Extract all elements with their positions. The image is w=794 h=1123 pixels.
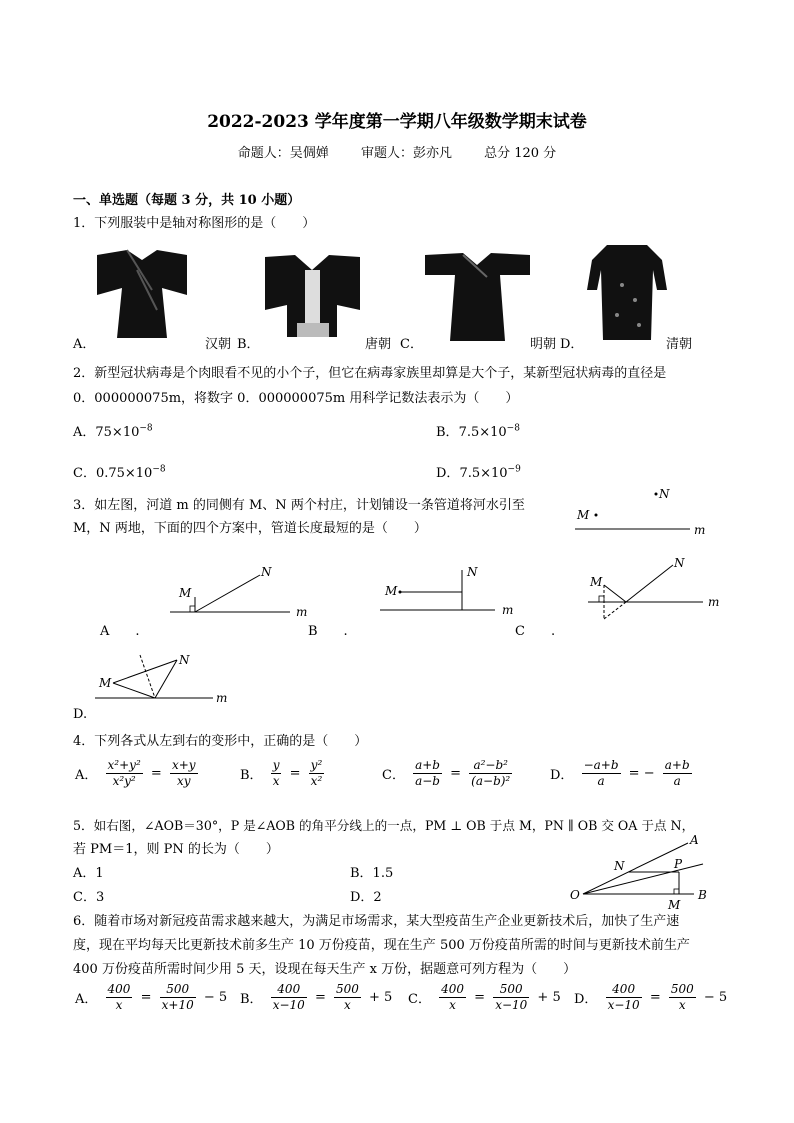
q2-option-a: A．$75\times 10^{-8}$	[73, 423, 153, 440]
q1-option-d-caption: 清朝	[666, 337, 693, 352]
q5-line2: 若 PM＝1，则 PN 的长为（ ）	[73, 842, 279, 857]
q3-reference-figure	[570, 484, 710, 544]
q2-line2: 0．000000075m，将数字 0．000000075m 用科学记数法表示为（ ）	[73, 391, 519, 406]
q1-option-b-letter: B．	[237, 337, 260, 352]
svg-text:N: N	[614, 859, 625, 873]
svg-text:M: M	[385, 584, 398, 598]
q4-option-a: A． $\frac{\text{x²+y²}}{\text{x²y²}}$ = $\frac{x+y}{xy}$	[75, 758, 196, 788]
svg-text:m: m	[694, 523, 706, 537]
q4-option-b: B． $\frac{y}{x}$ = $\frac{\text{y²}}{\text{x²}}$	[240, 758, 323, 788]
q3-line1: 3．如左图，河道 m 的同侧有 M、N 两个村庄，计划铺设一条管道将河水引至	[73, 498, 525, 513]
q6-line3: 400 万份疫苗所需时间少用 5 天，设现在每天生产 x 万份，据题意可列方程为（ ）	[73, 962, 577, 977]
svg-text:M: M	[668, 898, 681, 912]
q6-option-d: D． $\frac{400}{x-10}$ = $\frac{500}{x}$ − 5	[574, 982, 728, 1012]
svg-text:M: M	[99, 676, 112, 690]
svg-text:N: N	[659, 487, 670, 501]
svg-text:O: O	[570, 888, 580, 902]
section-title: 一、单选题（每题 3 分，共 10 小题）	[73, 193, 301, 208]
svg-text:N: N	[179, 653, 190, 667]
q2-option-c: C．$0.75\times 10^{-8}$	[73, 464, 166, 481]
svg-text:m: m	[502, 603, 514, 617]
q3-option-b-figure	[380, 560, 520, 620]
q5-figure	[568, 832, 718, 912]
page-title: 2022-2023 学年度第一学期八年级数学期末试卷	[207, 112, 587, 132]
q1-option-c-caption: 明朝	[530, 337, 557, 352]
q4-stem: 4．下列各式从左到右的变形中，正确的是（ ）	[73, 734, 368, 749]
q1-option-a-letter: A．	[73, 337, 96, 352]
q5-option-c: C．3	[73, 890, 105, 905]
svg-text:m: m	[708, 595, 720, 609]
robe-ming-image	[425, 253, 530, 341]
svg-text:M: M	[590, 575, 603, 589]
robe-tang-image	[265, 255, 360, 340]
q1-option-c-letter: C．	[400, 337, 423, 352]
q5-option-b: B．1.5	[350, 866, 394, 881]
q2-option-b: B．$7.5\times 10^{-8}$	[436, 423, 520, 440]
robe-han-image	[97, 250, 187, 345]
q3-option-a-figure	[170, 560, 310, 620]
svg-text:M: M	[577, 508, 590, 522]
q6-option-a: A． $\frac{400}{x}$ = $\frac{500}{x+10}$ − 5	[75, 982, 228, 1012]
q3-option-c-figure	[588, 555, 728, 625]
q3-option-d-figure	[95, 650, 235, 710]
svg-text:m: m	[296, 605, 308, 619]
exam-meta	[0, 142, 794, 161]
q1-option-b-caption: 唐朝	[365, 337, 392, 352]
q3-option-b: B .	[308, 624, 348, 639]
q1-option-d-letter: D．	[560, 337, 584, 352]
total-score: 总分 120 分	[484, 146, 557, 161]
q5-option-a: A．1	[73, 866, 104, 881]
svg-text:P: P	[674, 857, 683, 871]
reviewer: 审题人：彭亦凡	[360, 146, 452, 161]
q6-option-c: C． $\frac{400}{x}$ = $\frac{500}{x-10}$ + 5	[408, 982, 561, 1012]
q3-option-d: D.	[73, 707, 88, 722]
q6-option-b: B． $\frac{400}{x-10}$ = $\frac{500}{x}$ + 5	[240, 982, 393, 1012]
q5-option-d: D．2	[350, 890, 382, 905]
q6-line2: 度，现在平均每天比更新技术前多生产 10 万份疫苗，现在生产 500 万份疫苗所需的时间与更新技术前生产	[73, 938, 690, 953]
q3-option-c: C .	[515, 624, 556, 639]
q6-line1: 6．随着市场对新冠疫苗需求越来越大，为满足市场需求，某大型疫苗生产企业更新技术后，加快了生产速	[73, 914, 680, 929]
svg-text:N: N	[467, 565, 478, 579]
robe-qing-image	[587, 245, 667, 343]
svg-text:A: A	[690, 833, 699, 847]
q1-stem: 1．下列服装中是轴对称图形的是（ ）	[73, 216, 316, 231]
svg-text:m: m	[216, 691, 228, 705]
q3-line2: M，N 两地，下面的四个方案中，管道长度最短的是（ ）	[73, 521, 427, 536]
q4-option-d: D． $\frac{-a+b}{a}$ = − $\frac{a+b}{a}$	[550, 758, 690, 788]
q2-option-d: D．$7.5\times 10^{-9}$	[436, 464, 521, 481]
q3-option-a: A .	[100, 624, 140, 639]
q1-option-a-caption: 汉朝	[205, 337, 232, 352]
svg-text:B: B	[698, 888, 707, 902]
svg-text:M: M	[179, 586, 192, 600]
svg-text:N: N	[674, 556, 685, 570]
proposer: 命题人：吴倜婵	[237, 146, 329, 161]
q2-line1: 2．新型冠状病毒是个肉眼看不见的小个子，但它在病毒家族里却算是大个子，某新型冠状病毒的直径是	[73, 366, 667, 381]
q5-line1: 5．如右图，∠AOB＝30°，P 是∠AOB 的角平分线上的一点，PM ⊥ OB 于点 M，PN ∥ OB 交 OA 于点 N，	[73, 818, 695, 833]
svg-text:N: N	[261, 565, 272, 579]
q4-option-c: C． $\frac{a+b}{a-b}$ = $\frac{\text{a²−b²}}{\text{(a−b)²}}$	[382, 758, 511, 788]
